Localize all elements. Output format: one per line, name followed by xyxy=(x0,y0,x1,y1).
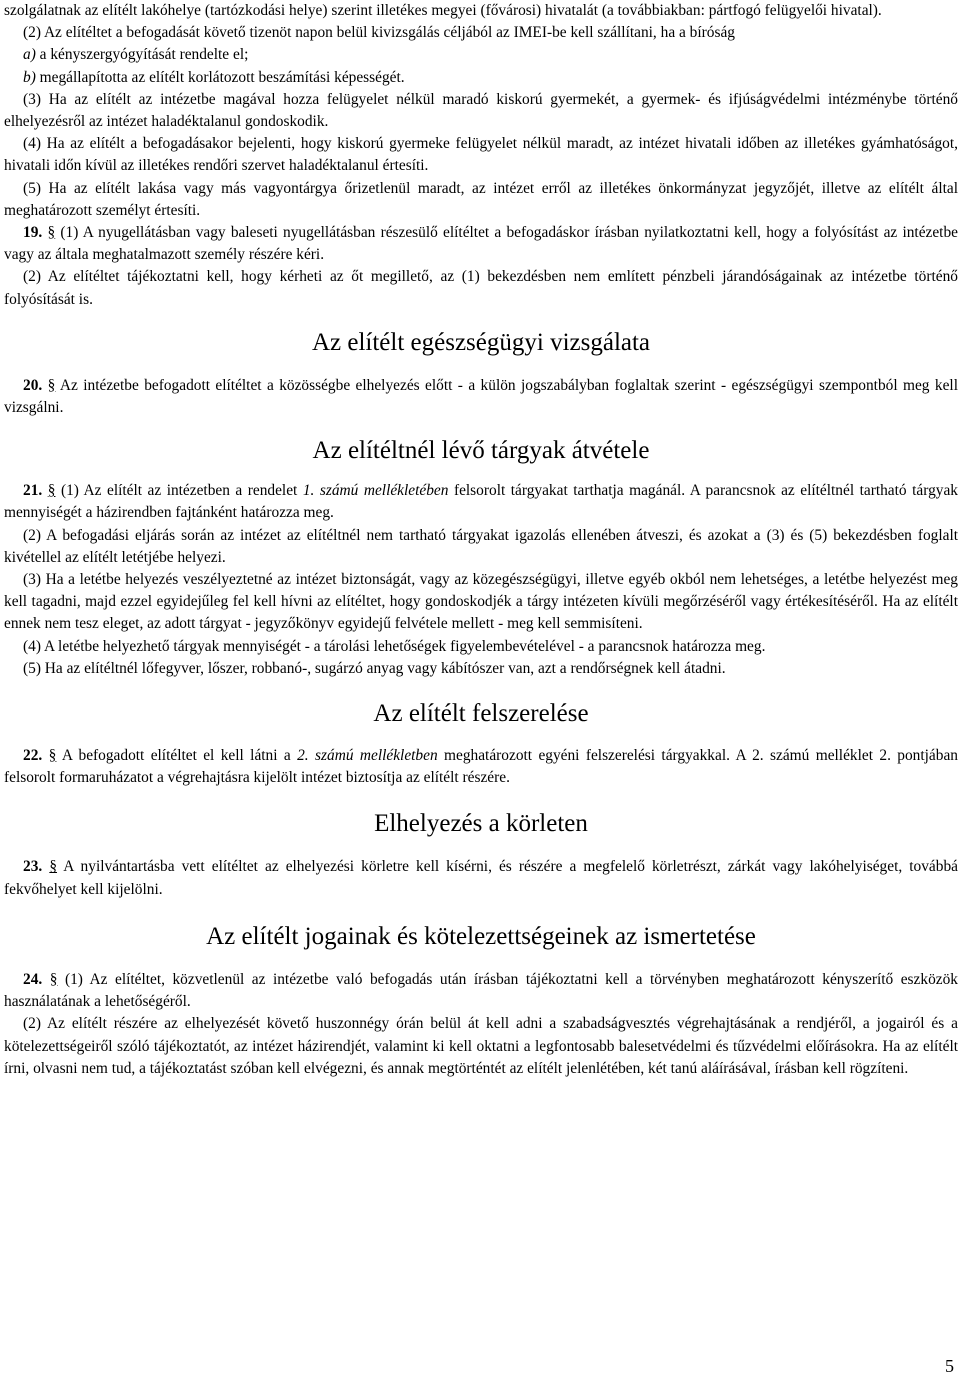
section-text: A nyilvántartásba vett elítéltet az elhelyezési körletre kell kísérni, és részére a megfelelő körletrészt, zárkát vagy lakóhelyiséget, továbbá fekvőhelyet kell kijelölni. xyxy=(4,858,958,898)
heading-rights-obligations: Az elítélt jogainak és kötelezettségeinek az ismertetése xyxy=(206,922,756,950)
heading-health-examination: Az elítélt egészségügyi vizsgálata xyxy=(311,328,651,356)
section-sign-link[interactable]: § xyxy=(48,747,57,765)
paragraph-18-4: (4) Ha az elítélt a befogadásakor bejelenti, hogy kiskorú gyermeke felügyelet nélkül maradt, az intézet hivatali időben az illetékes gyámhatóságot, hivatali időn kívül az illetékes rendőri szervet haladéktalanul értesíti. xyxy=(4,135,958,175)
section-21-4: (4) A letétbe helyezhető tárgyak mennyiségét - a tárolási lehetőségek figyelembevételével - a parancsnok határozza meg. xyxy=(23,637,766,655)
section-text: (1) Az elítéltet, közvetlenül az intézetbe való befogadás után írásban tájékoztatni kell a törvényben meghatározott kényszerítő eszközök használatának a lehetőségéről. xyxy=(4,970,958,1011)
section-text: (1) Az elítélt az intézetben a rendelet xyxy=(55,482,303,500)
section-sign-link[interactable]: § xyxy=(49,970,58,988)
list-item-b xyxy=(4,67,958,89)
list-marker-b: b) xyxy=(23,68,36,86)
heading-equipment: Az elítélt felszerelése xyxy=(373,700,589,728)
section-sign-link[interactable]: § xyxy=(47,224,56,242)
section-text: A befogadott elítéltet el kell látni a xyxy=(56,747,298,765)
paragraph-18-3: (3) Ha az elítélt az intézetbe magával hozza felügyelet nélkül maradó kiskorú gyermekét, a gyermek- és ifjúságvédelmi intézménybe történő elhelyezésről az intézet haladéktalanul gondoskodik. xyxy=(4,90,958,131)
section-21-2: (2) A befogadási eljárás során az intézet az elítéltnél nem tartható tárgyakat igazolás ellenében átveszi, és azokat a (3) és (5) bekezdésben foglalt kivétellel az elítélt letétjébe helyezi. xyxy=(4,526,958,566)
paragraph-18-5: (5) Ha az elítélt lakása vagy más vagyontárgya őrizetlenül maradt, az intézet erről az illetékes önkormányzat jegyzőjét, illetve az elítélt által meghatározott személyt értesíti. xyxy=(4,179,958,219)
section-24-1 xyxy=(4,969,958,1013)
section-number: 24. xyxy=(23,970,43,988)
heading-placement: Elhelyezés a körleten xyxy=(374,810,588,838)
paragraph-continuation: szolgálatnak az elítélt lakóhelye (tartózkodási helye) szerint illetékes megyei (fővárosi) hivatalát (a továbbiakban: pártfogó felügyelői hivatal). xyxy=(4,2,882,19)
section-text-cont: felsorolt tárgyakat tarthatja magánál. A parancsnok az elítéltnél tartható tárgyak mennyiségét a házirendben fajtánként határozza meg. xyxy=(4,482,958,522)
annex-reference: 2. számú mellékletben xyxy=(297,747,438,765)
section-19-1 xyxy=(4,222,958,266)
section-19-2: (2) Az elítéltet tájékoztatni kell, hogy kérheti az őt megillető, az (1) bekezdésben nem említett pénzbeli járandóságainak az intézetbe történő folyósítását is. xyxy=(4,268,958,308)
section-sign-link[interactable]: § xyxy=(49,858,58,876)
section-20 xyxy=(4,375,958,419)
section-sign-link[interactable]: § xyxy=(47,482,56,500)
section-text: Az intézetbe befogadott elítéltet a közösségbe elhelyezés előtt - a külön jogszabályban foglaltak szerint - egészségügyi szempontból meg kell vizsgálni. xyxy=(4,376,958,417)
list-item-b-text: megállapította az elítélt korlátozott beszámítási képességét. xyxy=(35,68,405,86)
section-21-5: (5) Ha az elítéltnél lőfegyver, lőszer, robbanó-, sugárzó anyag vagy kábítószer van, azt a rendőrségnek kell átadni. xyxy=(23,659,726,677)
section-24-2: (2) Az elítélt részére az elhelyezését követő huszonnégy órán belül át kell adni a szabadságvesztés végrehajtásának a rendjéről, a jogairól és a kötelezettségeiről szóló tájékoztatót, az intézet házirendjét, valamint ki kell oktatni a legfontosabb balesetvédelmi és tűzvédelmi előírásokra. Ha az elítélt írni, olvasni nem tud, a tájékoztatást szóban kell elvégezni, és annak megtörténtét az elítélt jelenlétében, két tanú aláírásával, írásban kell rögzíteni. xyxy=(4,1015,958,1077)
section-21-1 xyxy=(4,480,958,524)
list-item-a xyxy=(4,44,958,66)
section-22 xyxy=(4,745,958,789)
document-page xyxy=(4,0,958,1080)
section-sign-link[interactable]: § xyxy=(47,376,56,394)
heading-items-receipt: Az elítéltnél lévő tárgyak átvétele xyxy=(312,437,650,465)
section-number: 19. xyxy=(23,224,43,242)
section-23 xyxy=(4,856,958,900)
list-marker-a: a) xyxy=(23,46,36,64)
section-text-cont: meghatározott egyéni felszerelési tárgyakkal. A 2. számú melléklet 2. pontjában felsorolt formaruházatot a végrehajtásra kijelölt intézet biztosítja az elítélt részére. xyxy=(4,747,958,787)
section-number: 21. xyxy=(23,482,43,500)
section-number: 22. xyxy=(23,747,43,765)
paragraph-18-2: (2) Az elítéltet a befogadását követő tizenöt napon belül kivizsgálás céljából az IMEI-be kell szállítani, ha a bíróság xyxy=(23,24,735,42)
section-text: (1) A nyugellátásban vagy baleseti nyugellátásban részesülő elítéltet a befogadáskor írásban nyilatkoztatni kell, hogy a folyósítást az intézetbe vagy az általa meghatalmazott személy részére kéri. xyxy=(4,224,958,264)
section-number: 20. xyxy=(23,376,43,394)
annex-reference: 1. számú mellékletében xyxy=(302,482,449,500)
section-number: 23. xyxy=(23,858,43,876)
page-number: 5 xyxy=(945,1356,954,1376)
section-21-3: (3) Ha a letétbe helyezés veszélyeztetné az intézet biztonságát, vagy az közegészségügyi, illetve egyéb okból nem lehetséges, a letétbe helyezést meg kell tagadni, majd ezzel egyidejűleg fel kell hívni az elítéltet, hogy gondoskodjék a tárgy intézeten kívüli megőrzéséről vagy értékesítéséről. Ha az elítélt ennek nem tesz eleget, az adott tárgyat - jegyzőkönyv egyidejű felvétele mellett - meg kell semmisíteni. xyxy=(4,571,958,633)
list-item-a-text: a kényszergyógyítását rendelte el; xyxy=(35,46,249,64)
